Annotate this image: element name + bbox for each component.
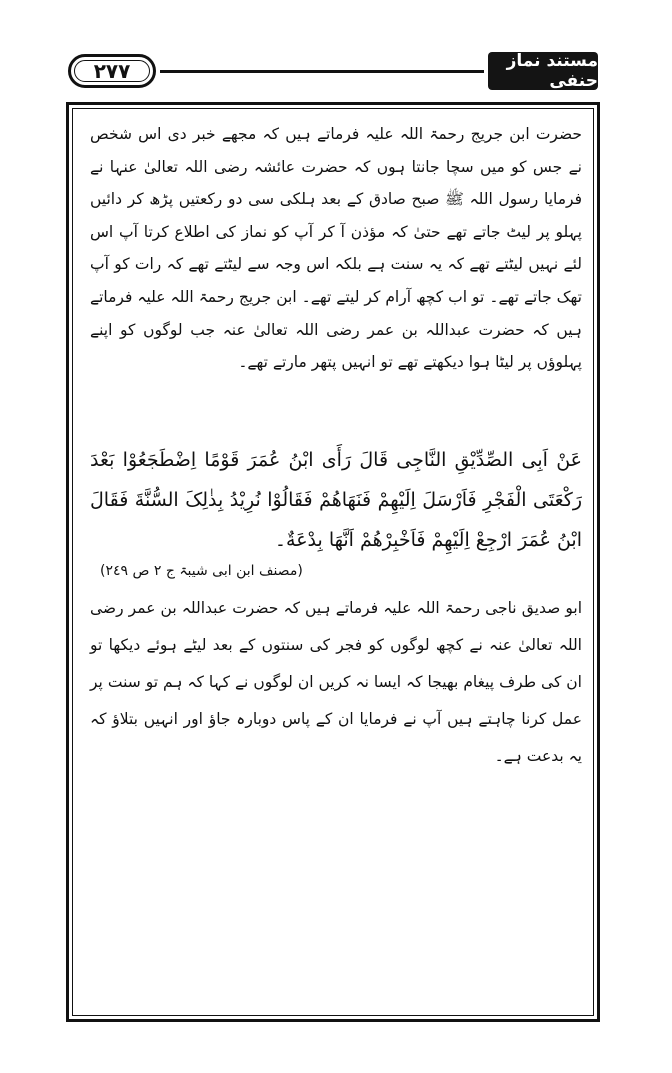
- hadith-reference: (مصنف ابن ابی شیبۃ ج ٢ ص ٢٤٩): [100, 563, 303, 579]
- header-divider: [160, 70, 484, 73]
- paragraph-1: حضرت ابن جریج رحمۃ اللہ علیہ فرماتے ہیں کہ مجھے خبر دی اس شخص نے جس کو میں سچا جانتا ہوں کہ حضرت عائشہ رضی اللہ تعالیٰ عنہا نے فرمایا رسول اللہ ﷺ صبح صادق کے بعد ہلکی سی دو رکعتیں پڑھ کر دائیں پہلو پر لیٹ جاتے تھے حتیٰ کہ مؤذن آ کر آپ کو نماز کی اطلاع کرتا آپ اس لئے نہیں لیٹتے تھے کہ یہ سنت ہے بلکہ اس وجہ سے لیٹتے تھے کہ رات کو آپ تھک جاتے تھے۔ تو اب کچھ آرام کر لیتے تھے۔ ابن جریج رحمۃ اللہ علیہ فرماتے ہیں کہ حضرت عبداللہ بن عمر رضی اللہ تعالیٰ عنہ جب لوگوں کو اپنے پہلوؤں پر لیٹا ہوا دیکھتے تھے تو انہیں پتھر مارتے تھے۔: [90, 125, 582, 372]
- page-number: ٢٧٧: [68, 54, 156, 88]
- book-title: مستند نماز حنفی: [488, 52, 598, 90]
- page-header: [68, 48, 598, 98]
- arabic-hadith: عَنْ اَبِی الصِّدِّیْقِ النَّاجِی قَالَ رَأَی ابْنُ عُمَرَ قَوْمًا اِضْطَجَعُوْا بَعْدَ رَکْعَتَی الْفَجْرِ فَاَرْسَلَ اِلَیْهِمْ فَنَهَاهُمْ فَقَالُوْا نُرِیْدُ بِذٰلِکَ السُّنَّةَ فَقَالَ ابْنُ عُمَرَ ارْجِعْ اِلَیْهِمْ فَاَخْبِرْهُمْ اَنَّهَا بِدْعَةٌ۔: [90, 449, 582, 551]
- paragraph-2: ابو صدیق ناجی رحمۃ اللہ علیہ فرماتے ہیں کہ حضرت عبداللہ بن عمر رضی اللہ تعالیٰ عنہ نے کچھ لوگوں کو فجر کی سنتوں کے بعد لیٹے ہوئے دیکھا تو ان کی طرف پیغام بھیجا کہ ایسا نہ کریں ان لوگوں نے کہا کہ ہم تو سنت پر عمل کرنا چاہتے ہیں آپ نے فرمایا ان کے پاس دوبارہ جاؤ اور انہیں بتلاؤ کہ یہ بدعت ہے۔: [90, 599, 582, 765]
